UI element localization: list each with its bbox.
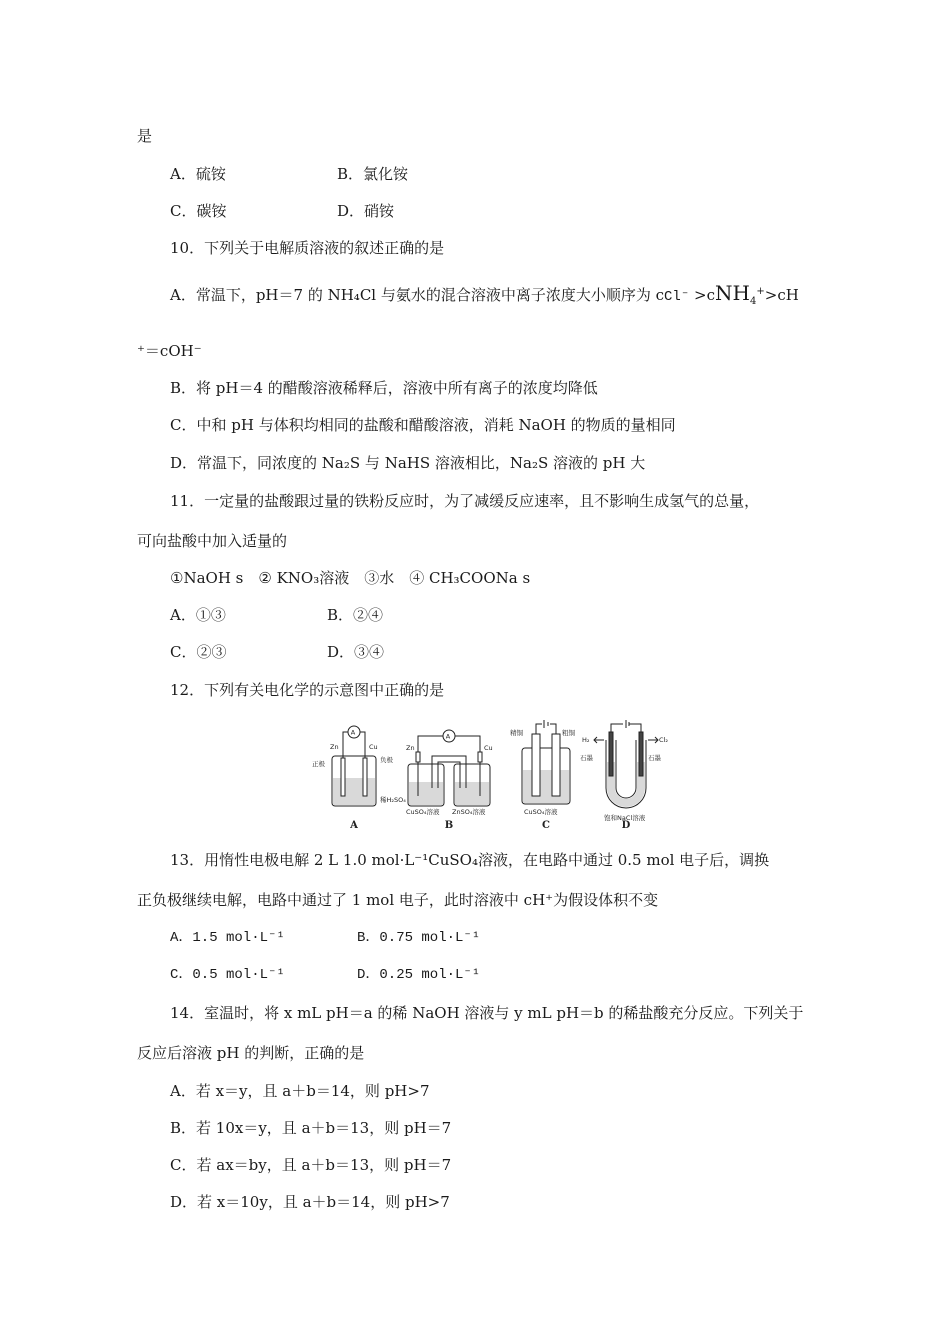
q9-option-a: A．硫铵 xyxy=(170,165,226,183)
q10-a-cl: Cl⁻ xyxy=(664,289,690,305)
diagram-a-cell xyxy=(332,726,376,806)
diagram-b-meter: A xyxy=(445,732,451,741)
diagram-c-crude: 粗铜 xyxy=(562,729,575,737)
q11-stem-line1: 11．一定量的盐酸跟过量的铁粉反应时，为了减缓反应速率，且不影响生成氢气的总量， xyxy=(170,492,760,510)
diagram-c-pure: 精铜 xyxy=(510,729,523,737)
diagram-a-acid: 稀H₂SO₄ xyxy=(380,796,406,804)
q13-option-c: C．0.5 mol·L⁻¹ xyxy=(170,967,285,983)
q11-option-a: A．①③ xyxy=(170,606,226,624)
q10-option-b: B．将 pH＝4 的醋酸溶液稀释后，溶液中所有离子的浓度均降低 xyxy=(170,379,598,397)
diagram-b-cu: Cu xyxy=(484,744,493,752)
diagram-c-sol: CuSO₄溶液 xyxy=(524,808,558,816)
q9-option-d: D．硝铵 xyxy=(337,202,395,220)
electrochemistry-diagram xyxy=(308,718,668,831)
q10-stem: 10．下列关于电解质溶液的叙述正确的是 xyxy=(170,239,445,257)
q9-option-c: C．碳铵 xyxy=(170,202,227,220)
q10-option-c: C．中和 pH 与体积均相同的盐酸和醋酸溶液，消耗 NaOH 的物质的量相同 xyxy=(170,416,676,434)
q10-a-nh: NH xyxy=(715,281,750,305)
diagram-d-sol: 饱和NaCl溶液 xyxy=(604,814,646,822)
diagram-d-g2: 石墨 xyxy=(648,754,661,762)
q13-option-b: B．0.75 mol·L⁻¹ xyxy=(357,930,481,946)
q14-option-b: B．若 10x＝y，且 a＋b＝13，则 pH＝7 xyxy=(170,1119,452,1137)
q13-stem-line1: 13．用惰性电极电解 2 L 1.0 mol·L⁻¹CuSO₄溶液，在电路中通过 0.5 mol 电子后，调换 xyxy=(170,851,770,869)
q10-a-c2: c xyxy=(706,286,716,304)
diagram-b-sol2: ZnSO₄溶液 xyxy=(452,808,486,816)
q11-option-c: C．②③ xyxy=(170,643,227,661)
diagram-a-cu: Cu xyxy=(369,743,378,751)
diagram-a-pos: 正极 xyxy=(312,760,325,768)
q14-option-c: C．若 ax＝by，且 a＋b＝13，则 pH＝7 xyxy=(170,1156,452,1174)
q9-tail: 是 xyxy=(137,127,153,145)
q9-option-b: B．氯化铵 xyxy=(337,165,409,183)
diagram-a-meter: A xyxy=(350,728,356,737)
q11-option-b: B．②④ xyxy=(327,606,384,624)
diagram-a-zn: Zn xyxy=(330,743,339,751)
q11-stem-line2: 可向盐酸中加入适量的 xyxy=(137,532,288,550)
caption-c: C xyxy=(542,820,550,831)
q13-stem-line2: 正负极继续电解，电路中通过了 1 mol 电子，此时溶液中 cH⁺为假设体积不变 xyxy=(137,891,659,909)
q10-option-d: D．常温下，同浓度的 Na₂S 与 NaHS 溶液相比，Na₂S 溶液的 pH 大 xyxy=(170,454,646,472)
diagram-b-zn: Zn xyxy=(406,744,415,752)
diagram-a-neg: 负极 xyxy=(380,756,393,764)
q14-option-a: A．若 x＝y，且 a＋b＝14，则 pH>7 xyxy=(170,1082,430,1100)
q13-option-a: A．1.5 mol·L⁻¹ xyxy=(170,930,285,946)
caption-a: A xyxy=(350,820,358,831)
caption-b: B xyxy=(444,820,454,831)
q14-stem-line2: 反应后溶液 pH 的判断，正确的是 xyxy=(137,1044,365,1062)
q10-option-a: A．常温下，pH＝7 的 NH₄Cl 与氨水的混合溶液中离子浓度大小顺序为 cCl⁻ >cNH$_4$+>cH xyxy=(170,281,799,307)
diagram-d-g1: 石墨 xyxy=(580,754,593,762)
diagram-b-cell xyxy=(408,730,490,806)
q14-option-d: D．若 x＝10y，且 a＋b＝14，则 pH>7 xyxy=(170,1193,450,1211)
q10-a-h: H xyxy=(785,286,799,304)
diagram-d-cl2: Cl₂ xyxy=(659,736,668,744)
diagram-d-cell xyxy=(594,720,658,808)
q13-option-d: D．0.25 mol·L⁻¹ xyxy=(357,967,481,983)
q10-a-c3: c xyxy=(777,286,786,304)
diagram-d-h2: H₂ xyxy=(582,736,590,744)
diagram-b-sol1: CuSO₄溶液 xyxy=(406,808,440,816)
q11-option-d: D．③④ xyxy=(327,643,385,661)
q10-option-a-cont: ⁺＝cOH⁻ xyxy=(137,342,202,360)
q11-items: ①NaOH s ② KNO₃溶液 ③水 ④ CH₃COONa s xyxy=(170,569,531,587)
caption-d: D xyxy=(621,820,631,831)
q12-stem: 12．下列有关电化学的示意图中正确的是 xyxy=(170,681,445,699)
q14-stem-line1: 14．室温时，将 x mL pH＝a 的稀 NaOH 溶液与 y mL pH＝b 的稀盐酸充分反应。下列关于 xyxy=(170,1004,804,1022)
q10-a-text: A．常温下，pH＝7 的 NH₄Cl 与氨水的混合溶液中离子浓度大小顺序为 c xyxy=(170,286,665,304)
